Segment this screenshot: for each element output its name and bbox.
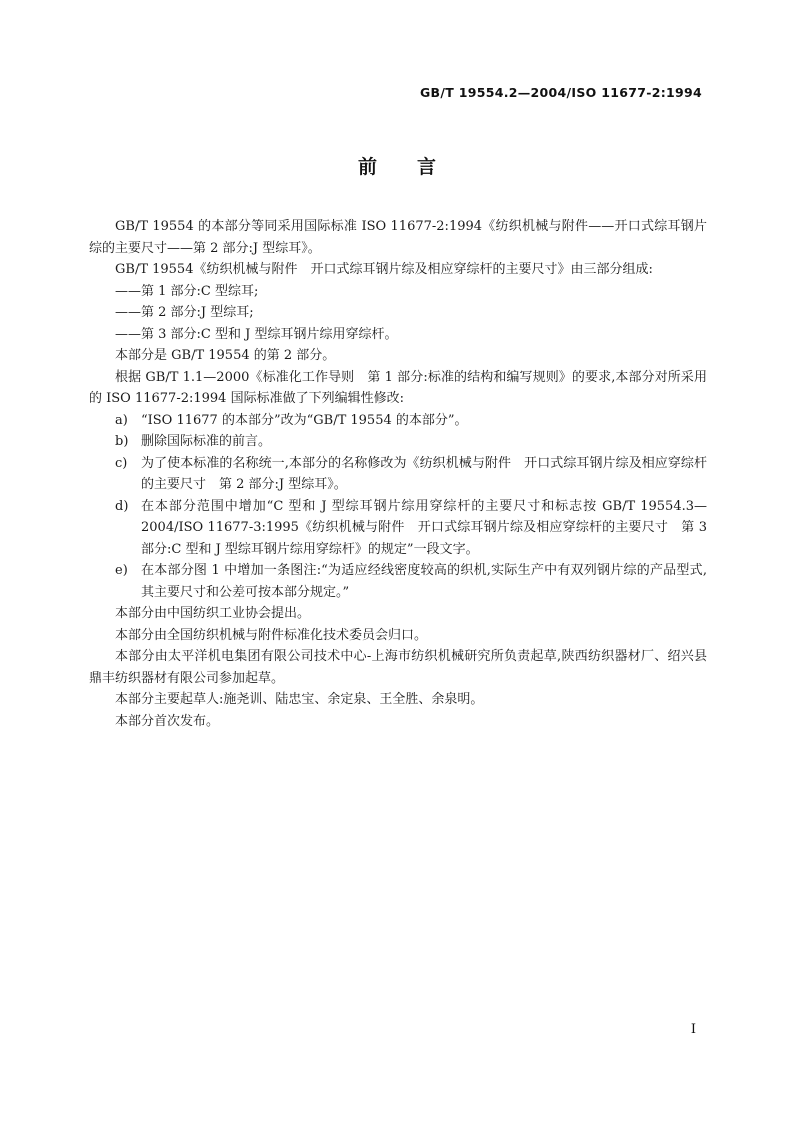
paragraph-committee: 本部分由全国纺织机械与附件标准化技术委员会归口。 [115,627,428,643]
modification-item-c [89,453,707,496]
paragraph-adoption: GB/T 19554 的本部分等同采用国际标准 ISO 11677-2:1994《纺织机械与附件——开口式综耳钢片综的主要尺寸——第 2 部分:J 型综耳》。 [89,219,707,256]
foreword-body [89,216,707,732]
paragraph-drafters: 本部分主要起草人:施尧训、陆忠宝、余定泉、王全胜、余泉明。 [115,692,484,707]
modification-item-b [89,431,707,453]
paragraph-drafting-units: 本部分由太平洋机电集团有限公司技术中心-上海市纺织机械研究所负责起草,陕西纺织器材厂、绍兴县鼎丰纺织器材有限公司参加起草。 [89,649,707,686]
page-number: I [690,1022,696,1037]
part-list-item-1: ——第 1 部分:C 型综耳; [115,283,259,299]
item-label: a) [115,412,128,428]
item-text: 在本部分范围中增加“C 型和 J 型综耳钢片综用穿综杆的主要尺寸和标志按 GB/T 19554.3—2004/ISO 11677-3:1995《纺织机械与附件 开口式综耳钢片综及相应穿综杆的主要尺寸 第 3 部分:C 型和 J 型综耳钢片综用穿综杆》的规定”一段文字。 [141,498,707,557]
item-text: 在本部分图 1 中增加一条图注:“为适应经线密度较高的织机,实际生产中有双列钢片综的产品型式,其主要尺寸和公差可按本部分规定。” [141,563,707,600]
modification-item-a [89,410,707,432]
part-list-item-3: ——第 3 部分:C 型和 J 型综耳钢片综用穿综杆。 [115,326,398,342]
paragraph-proposer: 本部分由中国纺织工业协会提出。 [115,606,311,621]
item-text: 删除国际标准的前言。 [141,434,272,449]
paragraph-composition: GB/T 19554《纺织机械与附件 开口式综耳钢片综及相应穿综杆的主要尺寸》由三部分组成: [115,262,653,277]
paragraph-part-statement: 本部分是 GB/T 19554 的第 2 部分。 [115,348,336,363]
item-label: b) [115,434,129,449]
page-title [0,152,794,179]
item-text: “ISO 11677 的本部分”改为“GB/T 19554 的本部分”。 [141,412,468,428]
item-label: c) [115,455,128,471]
standard-code-header: GB/T 19554.2—2004/ISO 11677-2:1994 [419,85,702,100]
modification-item-e [89,560,707,603]
paragraph-modifications-intro: 根据 GB/T 1.1—2000《标准化工作导则 第 1 部分:标准的结构和编写规则》的要求,本部分对所采用的 ISO 11677-2:1994 国际标准做了下列编辑性修改: [89,369,707,406]
part-list-item-2: ——第 2 部分:J 型综耳; [115,305,254,320]
page-title-text: 前言 [357,156,476,178]
item-label: d) [115,498,129,514]
item-text: 为了使本标准的名称统一,本部分的名称修改为《纺织机械与附件 开口式综耳钢片综及相应穿综杆的主要尺寸 第 2 部分:J 型综耳》。 [141,455,707,492]
paragraph-first-release: 本部分首次发布。 [115,713,220,729]
modification-item-d [89,496,707,561]
item-label: e) [115,563,128,578]
